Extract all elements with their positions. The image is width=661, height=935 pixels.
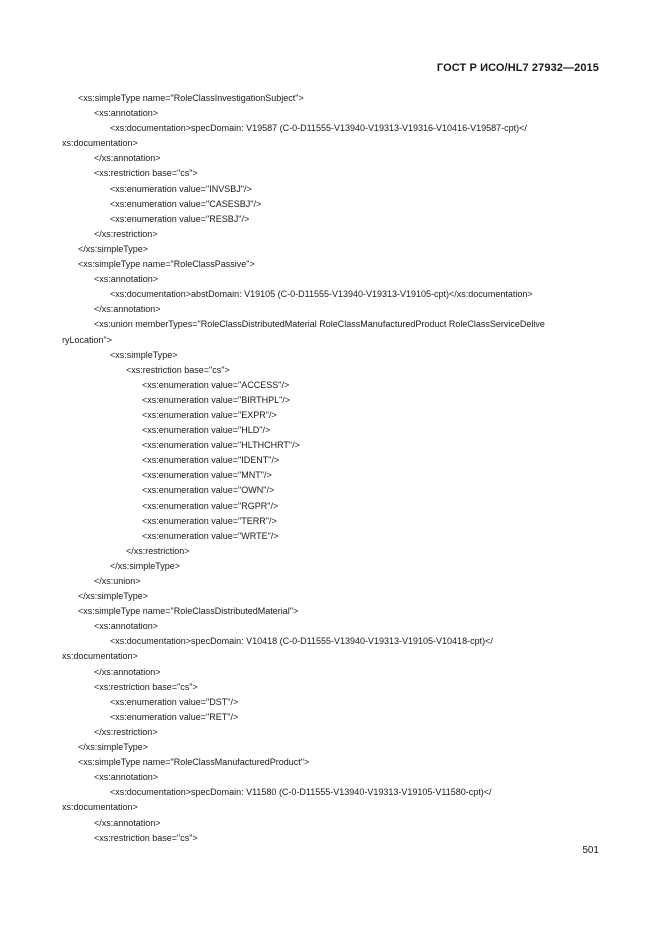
code-line: </xs:simpleType>	[78, 742, 149, 753]
code-line: <xs:enumeration value="BIRTHPL"/>	[142, 394, 291, 405]
code-line: <xs:enumeration value="RESBJ"/>	[110, 213, 250, 224]
code-line: <xs:documentation>specDomain: V11580 (C-0-D11555-V13940-V19313-V19105-V11580-cpt)</	[110, 787, 492, 798]
code-line: <xs:union memberTypes="RoleClassDistributedMaterial RoleClassManufacturedProduct RoleClassServiceDelive	[94, 319, 545, 330]
code-line: </xs:annotation>	[94, 153, 161, 164]
code-line: </xs:restriction>	[94, 228, 158, 239]
code-line: <xs:enumeration value="DST"/>	[110, 696, 239, 707]
code-line: <xs:restriction base="cs">	[126, 364, 230, 375]
code-line: <xs:enumeration value="MNT"/>	[142, 470, 272, 481]
code-line: </xs:simpleType>	[78, 243, 149, 254]
code-line: <xs:documentation>abstDomain: V19105 (C-0-D11555-V13940-V19313-V19105-cpt)</xs:documentation>	[110, 289, 533, 300]
code-line: <xs:enumeration value="RGPR"/>	[142, 500, 279, 511]
code-line: xs:documentation>	[62, 138, 138, 149]
code-line: <xs:simpleType name="RoleClassDistributedMaterial">	[78, 606, 299, 617]
code-line: <xs:restriction base="cs">	[94, 168, 198, 179]
code-line: <xs:enumeration value="TERR"/>	[142, 515, 277, 526]
code-line: <xs:enumeration value="EXPR"/>	[142, 409, 277, 420]
document-header: ГОСТ Р ИСО/HL7 27932—2015	[436, 62, 599, 74]
code-line: xs:documentation>	[62, 802, 138, 813]
code-line: <xs:documentation>specDomain: V19587 (C-0-D11555-V13940-V19313-V19316-V10416-V19587-cpt)</	[110, 123, 527, 134]
code-line: <xs:enumeration value="INVSBJ"/>	[110, 183, 252, 194]
code-line: </xs:simpleType>	[78, 591, 149, 602]
code-line: <xs:enumeration value="HLD"/>	[142, 425, 271, 436]
code-line: ryLocation">	[62, 334, 112, 345]
code-line: <xs:simpleType name="RoleClassInvestigationSubject">	[78, 93, 304, 103]
code-line: </xs:annotation>	[94, 817, 161, 828]
code-line: </xs:simpleType>	[110, 560, 181, 571]
code-line: <xs:enumeration value="RET"/>	[110, 711, 239, 722]
code-line: <xs:enumeration value="IDENT"/>	[142, 455, 280, 466]
code-listing	[62, 91, 599, 846]
code-line: <xs:simpleType name="RoleClassPassive">	[78, 259, 255, 270]
code-line: </xs:union>	[94, 576, 141, 586]
code-line: <xs:enumeration value="HLTHCHRT"/>	[142, 440, 300, 451]
code-line: <xs:simpleType name="RoleClassManufacturedProduct">	[78, 757, 310, 768]
code-line: </xs:annotation>	[94, 304, 161, 315]
code-line: </xs:restriction>	[94, 726, 158, 737]
code-line: <xs:annotation>	[94, 621, 159, 632]
code-line: </xs:annotation>	[94, 666, 161, 677]
code-line: <xs:documentation>specDomain: V10418 (C-0-D11555-V13940-V19313-V19105-V10418-cpt)</	[110, 636, 493, 647]
code-line: <xs:enumeration value="CASESBJ"/>	[110, 198, 262, 209]
code-line: <xs:restriction base="cs">	[94, 681, 198, 692]
code-line: <xs:annotation>	[94, 772, 159, 783]
page-number: 501	[582, 845, 599, 856]
code-line: <xs:restriction base="cs">	[94, 832, 198, 843]
code-line: <xs:annotation>	[94, 108, 159, 119]
code-line: <xs:enumeration value="WRTE"/>	[142, 530, 279, 541]
code-line: <xs:simpleType>	[110, 349, 178, 360]
code-line: <xs:annotation>	[94, 274, 159, 285]
code-line: </xs:restriction>	[126, 545, 190, 556]
code-line: xs:documentation>	[62, 651, 138, 662]
code-line: <xs:enumeration value="OWN"/>	[142, 485, 275, 496]
code-line: <xs:enumeration value="ACCESS"/>	[142, 379, 290, 390]
